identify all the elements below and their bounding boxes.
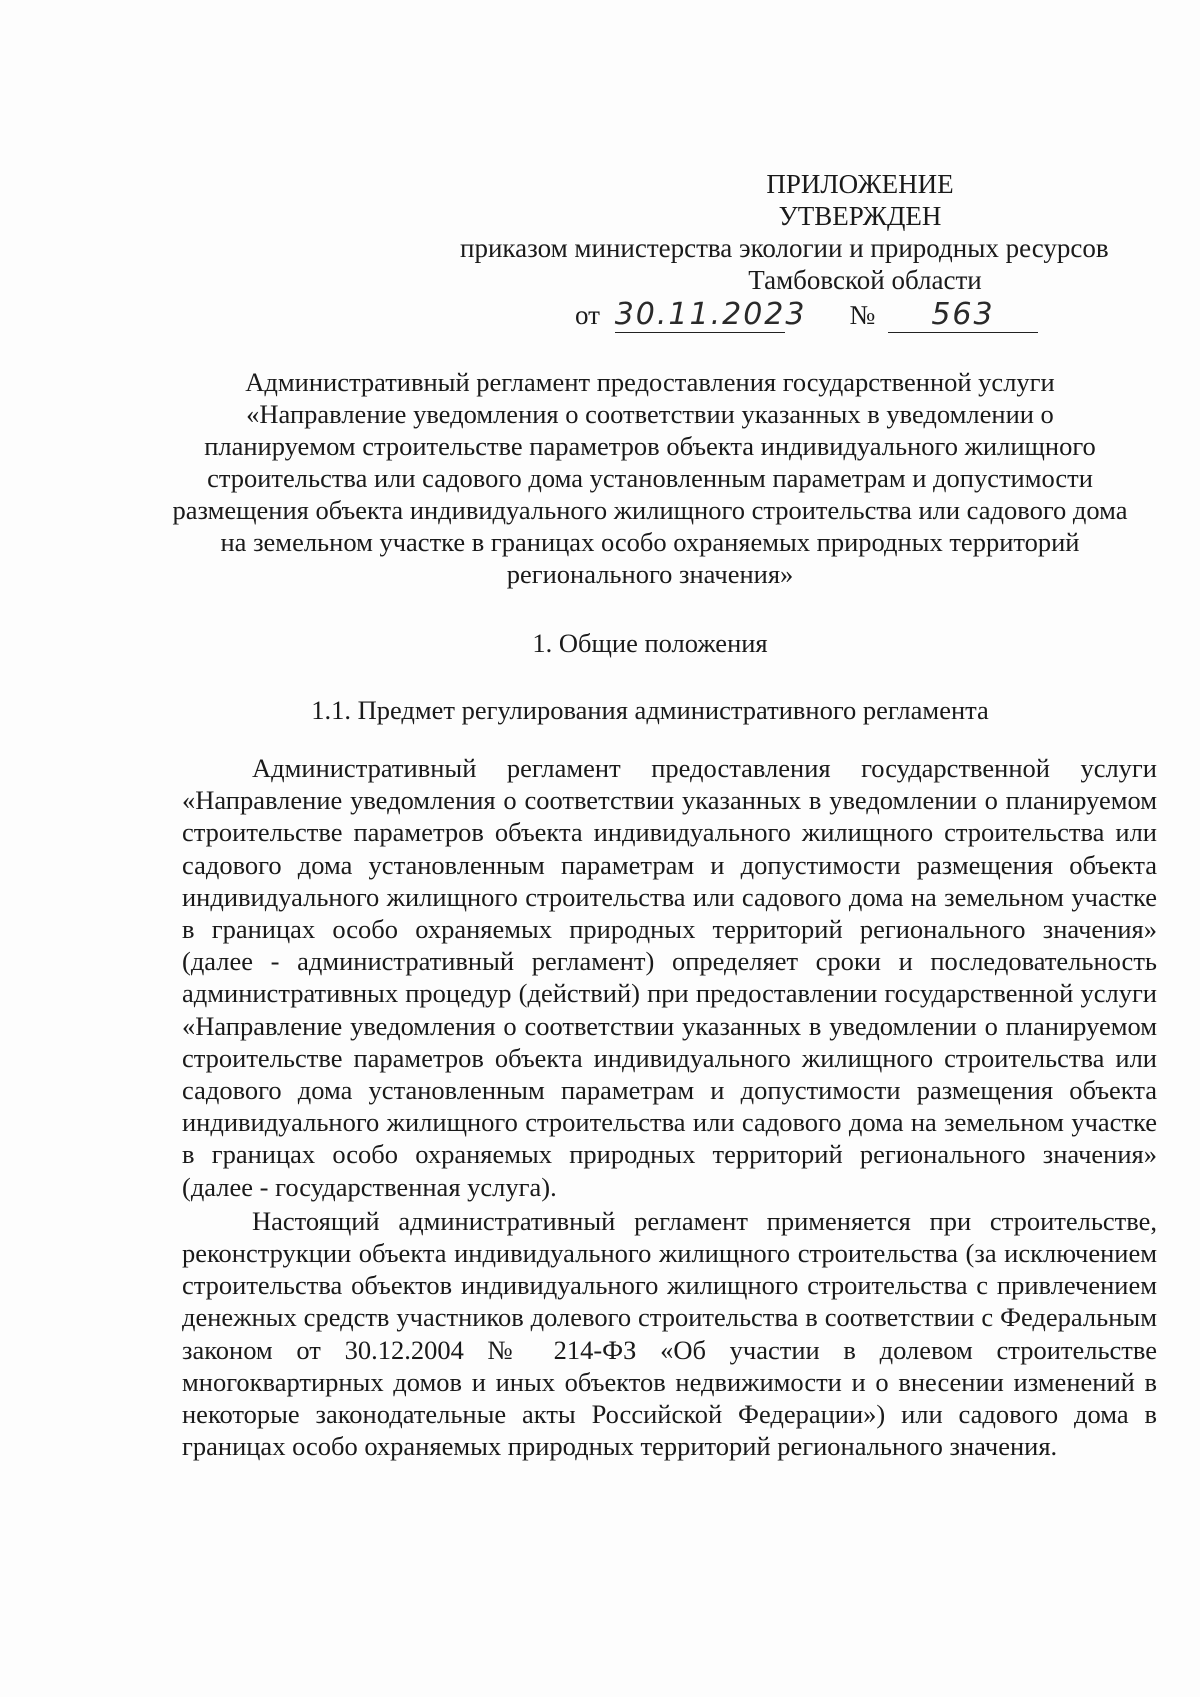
body-text xyxy=(182,752,1157,1462)
date-prefix: от xyxy=(575,300,600,330)
appendix-label: ПРИЛОЖЕНИЕ xyxy=(766,169,954,199)
handwritten-number: 563 xyxy=(888,298,1038,333)
section-heading: 1. Общие положения xyxy=(532,628,768,658)
number-prefix: № xyxy=(849,300,876,330)
order-region: Тамбовской области xyxy=(748,265,982,295)
document-title: Административный регламент предоставления государственной услуги «Направление уведомления о соответствии указанных в уведомлении о планируемом строительстве параметров объекта индивидуального жилищного строительства или садового дома установленным параметрам и допустимости размещения объекта индивидуального жилищного строительства или садового дома на земельном участке в границах особо охраняемых природных территорий регионального значения» xyxy=(172,367,1128,589)
approval-block xyxy=(420,168,1160,296)
handwritten-date: 30.11.2023 xyxy=(614,297,807,332)
approved-label: УТВЕРЖДЕН xyxy=(778,201,942,231)
order-date-number-line xyxy=(575,298,1038,333)
subsection-heading: 1.1. Предмет регулирования административного регламента xyxy=(311,695,989,725)
paragraph: Административный регламент предоставления государственной услуги «Направление уведомления о соответствии указанных в уведомлении о планируемом строительстве параметров объекта индивидуального жилищного строительства или садового дома установленным параметрам и допустимости размещения объекта индивидуального жилищного строительства или садового дома на земельном участке в границах особо охраняемых природных территорий регионального значения» (далее - административный регламент) определяет сроки и последовательность административных процедур (действий) при предоставлении государственной услуги «Направление уведомления о соответствии указанных в уведомлении о планируемом строительстве параметров объекта индивидуального жилищного строительства или садового дома установленным параметрам и допустимости размещения объекта индивидуального жилищного строительства или садового дома на земельном участке в границах особо охраняемых природных территорий регионального значения» (далее - государственная услуга). xyxy=(182,753,1157,1202)
paragraph: Настоящий административный регламент применяется при строительстве, реконструкции объекта индивидуального жилищного строительства (за исключением строительства объектов индивидуального жилищного строительства с привлечением денежных средств участников долевого строительства в соответствии с Федеральным законом от 30.12.2004 № 214-ФЗ «Об участии в долевом строительстве многоквартирных домов и иных объектов недвижимости и о внесении изменений в некоторые законодательные акты Российской Федерации») или садового дома в границах особо охраняемых природных территорий регионального значения. xyxy=(182,1205,1157,1462)
order-issuer: приказом министерства экологии и природных ресурсов xyxy=(460,233,1109,263)
